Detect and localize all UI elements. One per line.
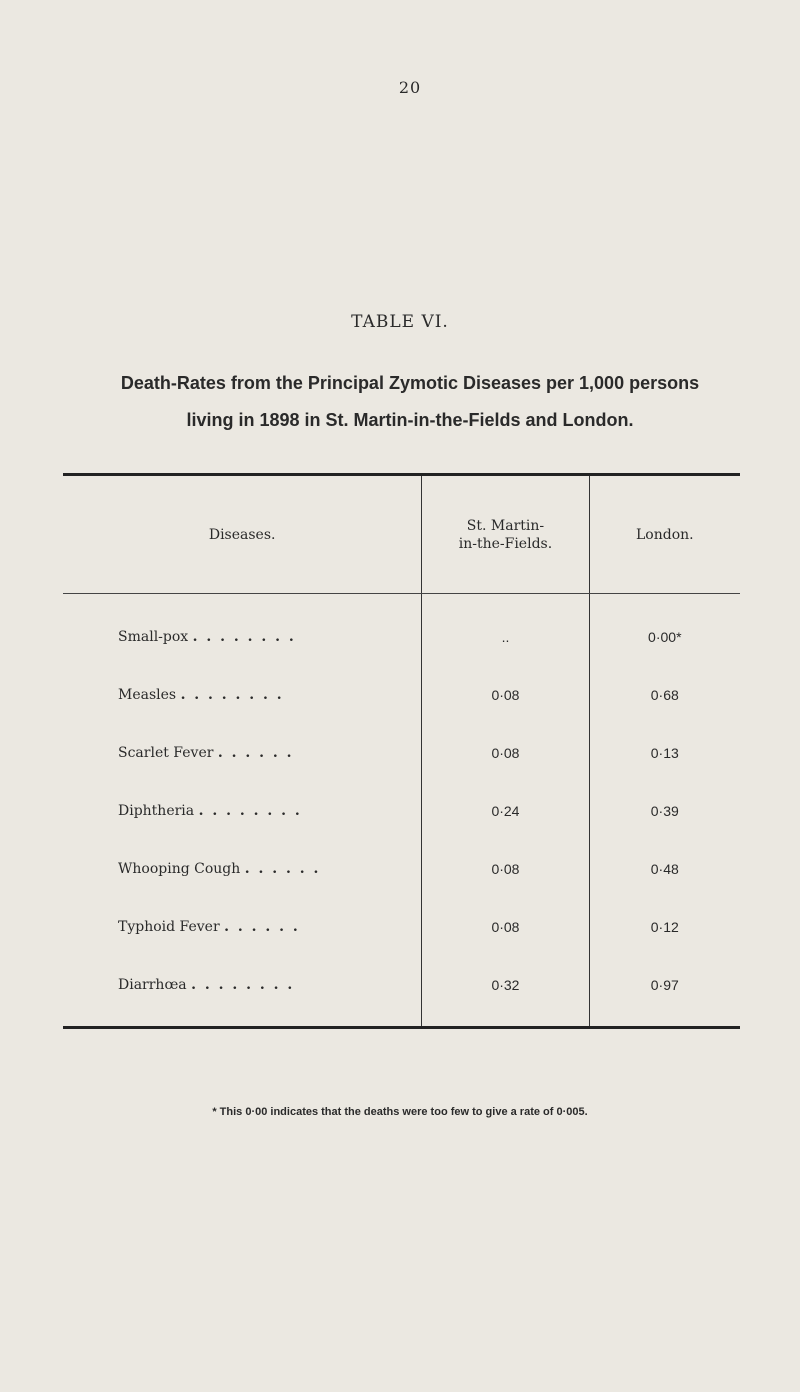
- st-martin-rate: 0·08: [422, 840, 589, 898]
- table-row: [63, 666, 740, 724]
- london-rate: 0·39: [650, 803, 679, 819]
- death-rate-table: [63, 473, 740, 1029]
- table-header-row: [63, 475, 740, 594]
- table-title-line-2: living in 1898 in St. Martin-in-the-Fields and London.: [186, 410, 634, 430]
- st-martin-rate: 0·08: [422, 666, 589, 724]
- london-rate: 0·97: [650, 977, 679, 993]
- st-martin-rate: 0·08: [422, 898, 589, 956]
- death-rate-table-container: [63, 473, 740, 1029]
- header-london: London.: [589, 475, 740, 594]
- disease-name: Measles: [118, 687, 177, 703]
- table-row: [63, 898, 740, 956]
- table-title: [40, 365, 780, 439]
- table-title-line-1: Death-Rates from the Principal Zymotic Diseases per 1,000 persons: [120, 373, 700, 393]
- table-row: [63, 782, 740, 840]
- table-row: [63, 724, 740, 782]
- page-number: 20: [398, 78, 422, 97]
- leader-dots: . . . . . .: [224, 919, 300, 935]
- table-row: [63, 956, 740, 1028]
- disease-cell: [63, 840, 422, 898]
- disease-cell: [63, 724, 422, 782]
- disease-cell: [63, 956, 422, 1028]
- st-martin-rate: ..: [422, 594, 589, 667]
- header-st-martin: [422, 475, 589, 594]
- london-rate: 0·68: [650, 687, 679, 703]
- leader-dots: . . . . . .: [217, 745, 294, 761]
- london-rate: 0·48: [650, 861, 679, 877]
- header-st-martin-line-1: St. Martin-: [466, 517, 545, 534]
- london-rate: 0·12: [650, 919, 679, 935]
- header-st-martin-line-2: in-the-Fields.: [458, 535, 553, 552]
- table-row: [63, 840, 740, 898]
- leader-dots: . . . . . . . .: [180, 687, 284, 703]
- table-label: TABLE VI.: [351, 312, 449, 332]
- footnote: * This 0·00 indicates that the deaths were too few to give a rate of 0·005.: [212, 1106, 588, 1118]
- leader-dots: . . . . . . . .: [191, 977, 295, 993]
- st-martin-rate: 0·24: [422, 782, 589, 840]
- st-martin-rate: 0·32: [422, 956, 589, 1028]
- disease-name: Small-pox: [118, 629, 189, 645]
- disease-cell: [63, 898, 422, 956]
- london-rate: 0·00*: [648, 629, 682, 645]
- disease-name: Scarlet Fever: [118, 745, 214, 761]
- table-row: [63, 594, 740, 667]
- header-diseases: Diseases.: [63, 475, 422, 594]
- disease-cell: [63, 782, 422, 840]
- disease-name: Diphtheria: [118, 803, 195, 819]
- london-rate: 0·13: [650, 745, 679, 761]
- disease-cell: [63, 594, 422, 667]
- disease-name: Diarrhœa: [118, 977, 187, 993]
- st-martin-rate: 0·08: [422, 724, 589, 782]
- leader-dots: . . . . . .: [244, 861, 321, 877]
- disease-name: Typhoid Fever: [118, 919, 220, 935]
- disease-cell: [63, 666, 422, 724]
- leader-dots: . . . . . . . .: [192, 629, 296, 645]
- leader-dots: . . . . . . . .: [198, 803, 302, 819]
- disease-name: Whooping Cough: [118, 861, 241, 877]
